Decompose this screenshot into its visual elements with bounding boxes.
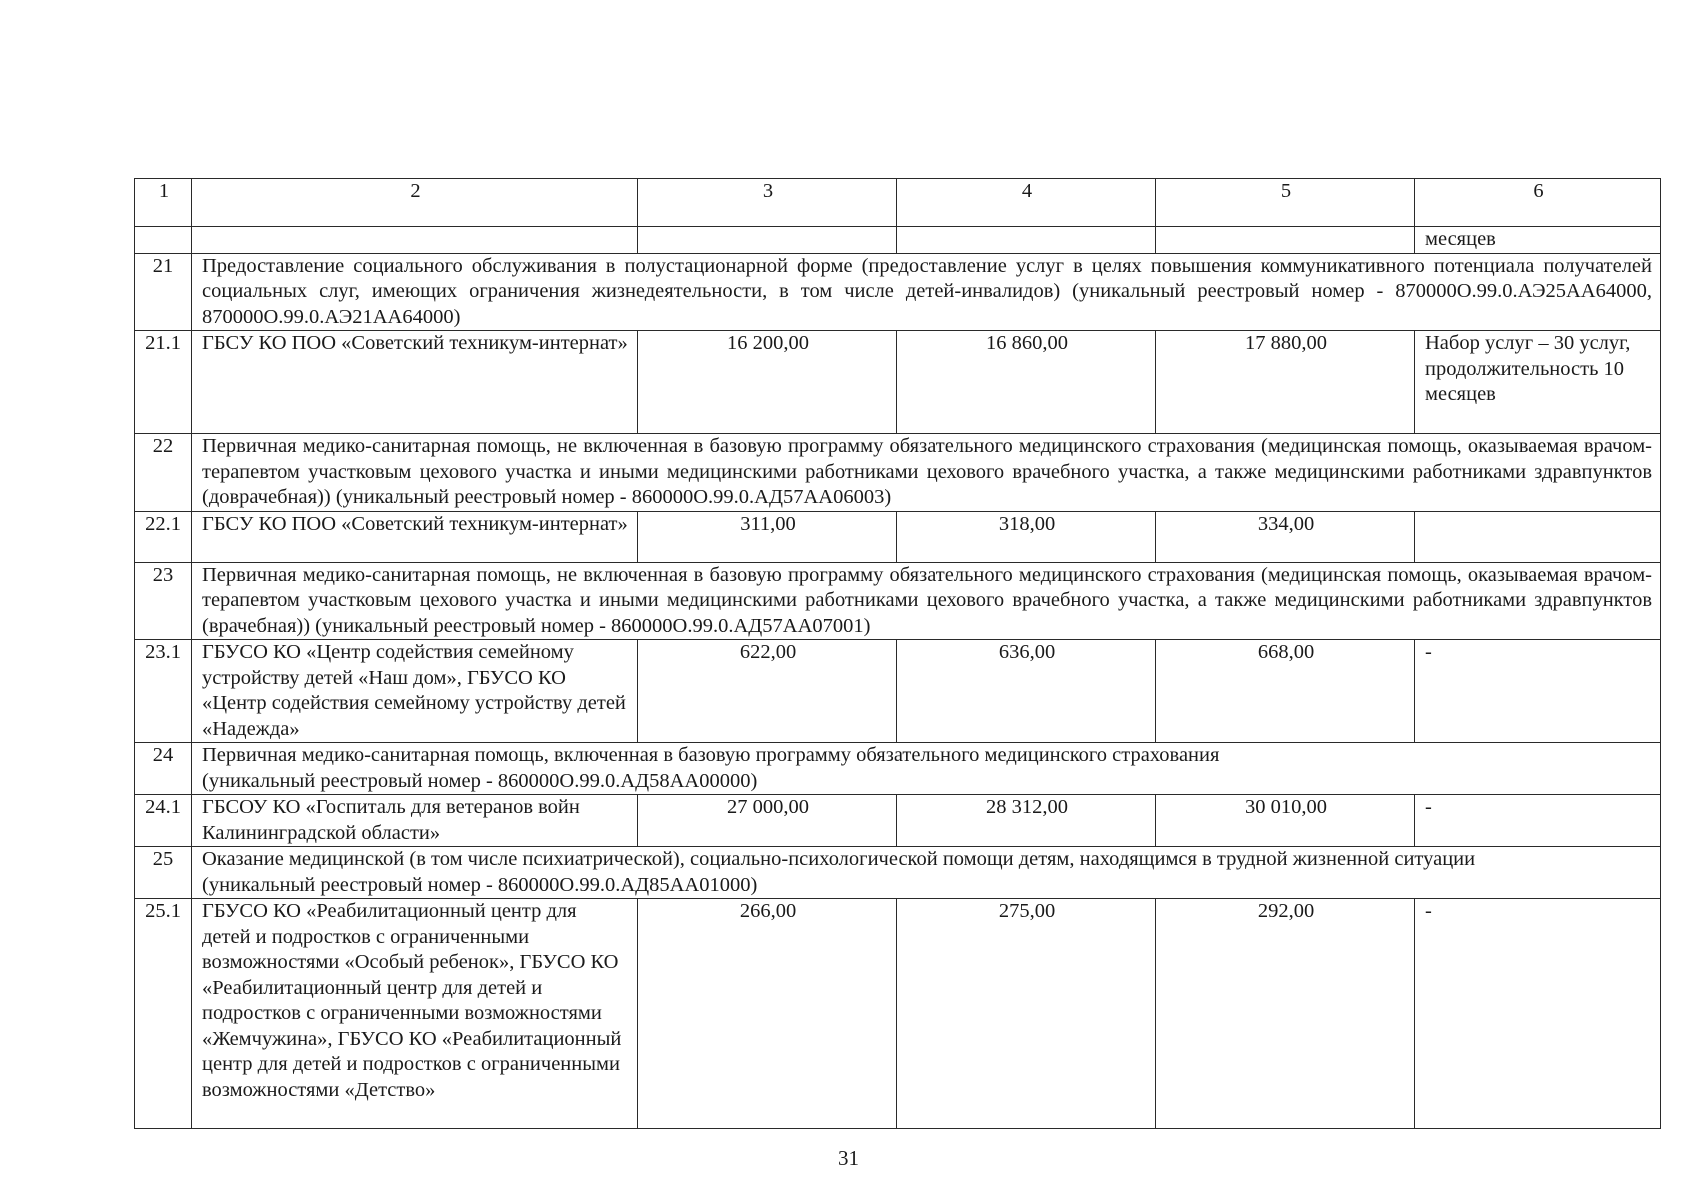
section-description: Первичная медико-санитарная помощь, не включенная в базовую программу обязательного медицинского страхования (медицинская помощь, оказываемая врачом-терапевтом участковым цехового участка и иными медицинскими работниками цехового врачебного участка, а также медицинскими работниками здравпунктов (доврачебная)) (уникальный реестровый номер - 860000О.99.0.АД57АА06003) xyxy=(192,434,1661,512)
table-cell xyxy=(638,227,897,254)
section-description: Первичная медико-санитарная помощь, не включенная в базовую программу обязательного медицинского страхования (медицинская помощь, оказываемая врачом-терапевтом участковым цехового участка и иными медицинскими работниками цехового врачебного участка, а также медицинскими работниками здравпунктов (врачебная)) (уникальный реестровый номер - 860000О.99.0.АД57АА07001) xyxy=(192,562,1661,640)
value-col-4: 28 312,00 xyxy=(897,795,1156,847)
row-number: 22.1 xyxy=(135,511,192,562)
value-col-6: Набор услуг – 30 услуг, продолжительность 10 месяцев xyxy=(1415,331,1661,434)
table-row xyxy=(135,795,1661,847)
value-col-4: 318,00 xyxy=(897,511,1156,562)
table-row xyxy=(135,511,1661,562)
row-number: 25 xyxy=(135,847,192,899)
table-row xyxy=(135,331,1661,434)
value-col-4: 275,00 xyxy=(897,899,1156,1129)
section-row xyxy=(135,562,1661,640)
institution-name: ГБУСО КО «Реабилитационный центр для детей и подростков с ограниченными возможностями «Особый ребенок», ГБУСО КО «Реабилитационный центр для детей и подростков с ограниченными возможностями «Жемчужина», ГБУСО КО «Реабилитационный центр для детей и подростков с ограниченными возможностями «Детство» xyxy=(192,899,638,1129)
column-header-2: 2 xyxy=(192,179,638,227)
value-col-3: 16 200,00 xyxy=(638,331,897,434)
section-description xyxy=(192,743,1661,795)
value-col-3: 622,00 xyxy=(638,640,897,743)
value-col-5: 668,00 xyxy=(1156,640,1415,743)
table-cell xyxy=(135,227,192,254)
row-number: 21 xyxy=(135,253,192,331)
value-col-6: - xyxy=(1415,899,1661,1129)
section-description: Предоставление социального обслуживания в полустационарной форме (предоставление услуг в целях повышения коммуникативного потенциала получателей социальных слуг, имеющих ограничения жизнедеятельности, в том числе детей-инвалидов) (уникальный реестровый номер - 870000О.99.0.АЭ25АА64000, 870000О.99.0.АЭ21АА64000) xyxy=(192,253,1661,331)
column-header-row xyxy=(135,179,1661,227)
row-number: 21.1 xyxy=(135,331,192,434)
section-row xyxy=(135,253,1661,331)
section-description-line: Оказание медицинской (в том числе психиатрической), социально-психологической помощи детям, находящимся в трудной жизненной ситуации xyxy=(202,848,1476,870)
row-number: 22 xyxy=(135,434,192,512)
institution-name: ГБУСО КО «Центр содействия семейному устройству детей «Наш дом», ГБУСО КО «Центр содействия семейному устройству детей «Надежда» xyxy=(192,640,638,743)
section-row xyxy=(135,847,1661,899)
institution-name: ГБСОУ КО «Госпиталь для ветеранов войн Калининградской области» xyxy=(192,795,638,847)
table-row xyxy=(135,899,1661,1129)
table-cell xyxy=(897,227,1156,254)
column-header-1: 1 xyxy=(135,179,192,227)
value-col-6: - xyxy=(1415,640,1661,743)
institution-name: ГБСУ КО ПОО «Советский техникум-интернат» xyxy=(192,331,638,434)
value-col-4: 636,00 xyxy=(897,640,1156,743)
column-header-6: 6 xyxy=(1415,179,1661,227)
row-number: 24.1 xyxy=(135,795,192,847)
value-col-3: 266,00 xyxy=(638,899,897,1129)
section-description xyxy=(192,847,1661,899)
column-header-3: 3 xyxy=(638,179,897,227)
section-row xyxy=(135,743,1661,795)
value-col-5: 17 880,00 xyxy=(1156,331,1415,434)
tariff-table xyxy=(134,178,1661,1129)
value-col-6: - xyxy=(1415,795,1661,847)
column-header-4: 4 xyxy=(897,179,1156,227)
column-header-5: 5 xyxy=(1156,179,1415,227)
table-cell xyxy=(1156,227,1415,254)
continuation-row xyxy=(135,227,1661,254)
row-number: 25.1 xyxy=(135,899,192,1129)
table-cell xyxy=(192,227,638,254)
section-description-line: (уникальный реестровый номер - 860000О.99.0.АД58АА00000) xyxy=(202,769,758,792)
page-number: 31 xyxy=(838,1146,859,1170)
row-number: 23.1 xyxy=(135,640,192,743)
row-number: 24 xyxy=(135,743,192,795)
value-col-6 xyxy=(1415,511,1661,562)
institution-name: ГБСУ КО ПОО «Советский техникум-интернат» xyxy=(192,511,638,562)
section-description-line: Первичная медико-санитарная помощь, включенная в базовую программу обязательного медицинского страхования xyxy=(202,744,1220,766)
value-col-5: 292,00 xyxy=(1156,899,1415,1129)
value-col-4: 16 860,00 xyxy=(897,331,1156,434)
continuation-text: месяцев xyxy=(1415,227,1661,254)
value-col-5: 334,00 xyxy=(1156,511,1415,562)
value-col-5: 30 010,00 xyxy=(1156,795,1415,847)
row-number: 23 xyxy=(135,562,192,640)
section-description-line: (уникальный реестровый номер - 860000О.99.0.АД85АА01000) xyxy=(202,873,758,896)
value-col-3: 27 000,00 xyxy=(638,795,897,847)
section-row xyxy=(135,434,1661,512)
value-col-3: 311,00 xyxy=(638,511,897,562)
table-row xyxy=(135,640,1661,743)
